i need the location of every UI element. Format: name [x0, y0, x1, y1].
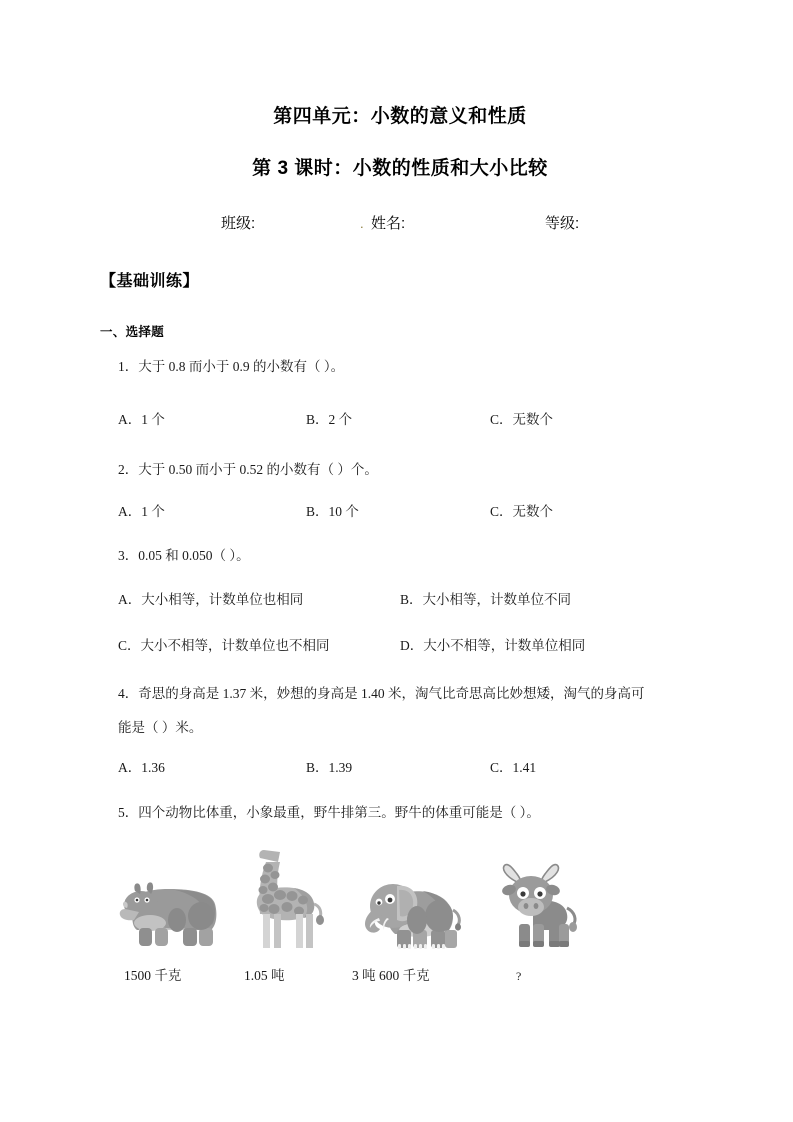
question-1-option-a[interactable]: A．1 个 — [118, 412, 165, 427]
question-5-animal-figure — [100, 845, 700, 990]
question-3-option-b[interactable]: B．大小相等，计数单位不同 — [400, 592, 572, 607]
buffalo-icon — [478, 852, 598, 952]
rhino-icon — [110, 852, 230, 952]
question-2-options — [100, 500, 700, 520]
question-4-option-b[interactable]: B．1.39 — [306, 760, 353, 775]
class-field-label[interactable]: 班级: — [221, 215, 256, 232]
animal-label-buffalo-unknown: ? — [516, 969, 522, 983]
animal-cell-giraffe — [228, 845, 348, 990]
question-4-option-c[interactable]: C．1.41 — [490, 760, 537, 775]
question-4-options — [100, 756, 700, 776]
grade-field-label[interactable]: 等级: — [545, 215, 580, 232]
question-4-stem-line-2: 能是（ ）米。 — [118, 720, 203, 735]
question-1-option-b[interactable]: B．2 个 — [306, 412, 353, 427]
animal-label-rhino: 1500 千克 — [124, 968, 182, 983]
unit-title: 第四单元：小数的意义和性质 — [273, 106, 527, 127]
section-heading-basic-training: 【基础训练】 — [100, 273, 200, 290]
question-1-option-c[interactable]: C．无数个 — [490, 412, 554, 427]
part-heading-multiple-choice: 一、选择题 — [100, 325, 165, 339]
elephant-icon — [348, 852, 468, 952]
question-2-stem: 2．大于 0.50 而小于 0.52 的小数有（ ）个。 — [118, 462, 378, 477]
animal-cell-rhino — [110, 845, 230, 990]
question-3-option-a[interactable]: A．大小相等，计数单位也相同 — [118, 592, 304, 607]
question-3-option-c[interactable]: C．大小不相等，计数单位也不相同 — [118, 638, 330, 653]
question-1-options — [100, 408, 700, 428]
student-info-line — [100, 212, 700, 236]
question-2-option-b[interactable]: B．10 个 — [306, 504, 359, 519]
question-4-stem-line-1: 4．奇思的身高是 1.37 米，妙想的身高是 1.40 米，淘气比奇思高比妙想矮，淘气的身高可 — [118, 686, 645, 701]
question-3-options-row-2 — [100, 634, 700, 654]
name-field-label[interactable]: 姓名: — [371, 215, 406, 232]
question-3-option-d[interactable]: D．大小不相等，计数单位相同 — [400, 638, 586, 653]
info-separator-dot: . — [360, 216, 364, 231]
question-3-stem: 3．0.05 和 0.050（ ）。 — [118, 548, 250, 563]
animal-cell-elephant — [348, 845, 468, 990]
giraffe-icon — [228, 852, 348, 952]
question-4-option-a[interactable]: A．1.36 — [118, 760, 165, 775]
question-2-option-a[interactable]: A．1 个 — [118, 504, 165, 519]
question-5-stem: 5．四个动物比体重，小象最重，野牛排第三。野牛的体重可能是（ ）。 — [118, 805, 540, 820]
question-1-stem: 1．大于 0.8 而小于 0.9 的小数有（ ）。 — [118, 359, 345, 374]
question-3-options-row-1 — [100, 588, 700, 608]
animal-cell-buffalo — [478, 845, 598, 990]
animal-label-elephant: 3 吨 600 千克 — [352, 968, 430, 983]
animal-label-giraffe: 1.05 吨 — [244, 968, 285, 983]
lesson-title: 第 3 课时：小数的性质和大小比较 — [252, 158, 548, 179]
question-2-option-c[interactable]: C．无数个 — [490, 504, 554, 519]
